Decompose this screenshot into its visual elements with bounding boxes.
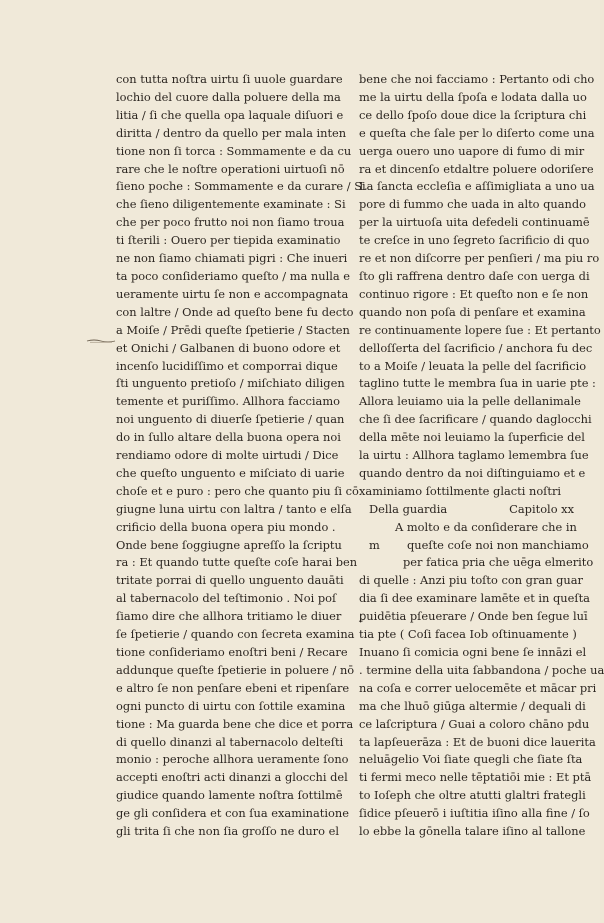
text-line: rare che le noſtre operationi uirtuoſi nō xyxy=(116,161,345,176)
text-line: neluāgelio Voi ſiate quegli che ſiate ſta xyxy=(359,752,583,767)
text-line: delloſſerta del ſacrificio / anchora fu dec xyxy=(359,340,593,355)
text-line: tione non ſi torca : Sommamente e da cu xyxy=(116,143,352,158)
chapter-third-line: per fatica pria che uēga elmerito xyxy=(403,555,594,570)
text-line: ma che lhuō giūga altermie / dequali di xyxy=(359,698,586,713)
text-line: ſiamo dire che allhora tritiamo le diuer xyxy=(116,609,342,624)
text-line: uerga ouero uno uapore di fumo di mir xyxy=(359,143,585,158)
right-column-upper-text xyxy=(359,71,601,501)
chapter-number: Capitolo xx xyxy=(509,501,575,516)
text-line: a Moiſe / Prēdi queſte ſpetierie / Stacten xyxy=(116,322,350,337)
text-line: ſto gli raffrena dentro daſe con uerga di xyxy=(359,268,590,283)
text-line: re et non diſcorre per penſieri / ma piu ro xyxy=(359,251,600,266)
text-line: diritta / dentro da quello per mala inten xyxy=(116,125,347,140)
text-line: e altro ſe non penſare ebeni et ripenſare xyxy=(116,680,350,695)
text-line: che ſieno diligentemente examinate : Si xyxy=(116,197,346,212)
text-line: choſe et e puro : pero che quanto piu ſi cō xyxy=(116,483,359,498)
text-line: monio : peroche allhora ueramente ſono xyxy=(116,752,349,767)
text-line: La ſancta eccleſia e aſſimigliata a uno ua xyxy=(359,179,595,194)
text-line: gli trita ſi che non ſia groſſo ne duro el xyxy=(116,824,339,839)
text-line: me la uirtu della ſpoſa e lodata dalla uo xyxy=(359,89,587,104)
text-line: Onde bene ſoggiugne apreſſo la ſcriptu xyxy=(116,537,342,552)
text-line: tia pte ( Coſi facea Iob oſtinuamente ) xyxy=(359,627,577,642)
text-line: con tutta noſtra uirtu ſi uuole guardare xyxy=(116,72,343,86)
text-line: xaminiamo ſottilmente glacti noſtri xyxy=(359,483,562,498)
text-line: ſti unguento pretioſo / miſchiato diligen xyxy=(116,376,345,391)
text-line: ti fermi meco nelle tēptatiōi mie : Et ptā xyxy=(359,770,592,785)
text-line: con laltre / Onde ad queſto bene fu decto xyxy=(116,304,354,319)
text-line: tione conſideriamo enoſtri beni / Recare xyxy=(116,645,348,659)
text-line: ogni puncto di uirtu con ſottile examina xyxy=(116,698,346,713)
text-line: giugne luna uirtu con laltra / tanto e elſa xyxy=(116,501,352,516)
text-column-right xyxy=(359,71,604,841)
text-line: ta poco conſideriamo queſto / ma nulla e xyxy=(116,268,351,283)
guide-initial-letter: m xyxy=(369,537,380,552)
text-line: della mēte noi leuiamo la ſuperficie del xyxy=(359,430,585,445)
text-line: ra et dincenſo etdaltre poluere odoriſere xyxy=(359,161,594,176)
text-line: addunque queſte ſpetierie in poluere / nō xyxy=(116,662,355,677)
text-line: che queſto unguento e miſciato di uarie xyxy=(116,465,345,480)
text-line: ra : Et quando tutte queſte coſe harai ben xyxy=(116,555,358,570)
text-line: rendiamo odore di molte uirtudi / Dice xyxy=(116,448,339,463)
chapter-opening-line: A molto e da conſiderare che in xyxy=(395,519,577,534)
text-line: re continuamente lopere ſue : Et pertanto xyxy=(359,322,601,337)
text-line: to a Moiſe / leuata la pelle del ſacrificio xyxy=(359,358,587,373)
text-line: tione : Ma guarda bene che dice et porra xyxy=(116,716,354,731)
text-line: te creſce in uno ſegreto ſacrificio di quo xyxy=(359,233,590,248)
text-line: incenſo lucidiſſimo et comporrai dique xyxy=(116,358,338,373)
text-line: ſidice pſeuerō i iuſtitia iſino alla fine / ſo xyxy=(359,806,590,821)
text-line: lochio del cuore dalla poluere della ma xyxy=(116,89,341,104)
text-line: crificio della buona opera piu mondo . xyxy=(116,519,336,534)
text-line: temente et puriſſimo. Allhora facciamo xyxy=(116,394,340,409)
text-line: lo ebbe la gōnella talare iſino al tallone xyxy=(359,824,586,839)
text-column-left xyxy=(116,71,366,841)
text-line: quando non poſa di penſare et examina xyxy=(359,304,586,319)
text-line: ſieno poche : Sommamente e da curare / Si xyxy=(116,179,366,194)
right-column-lower-text xyxy=(359,572,604,841)
text-line: dia ſi dee examinare lamēte et in queſta xyxy=(359,591,590,606)
text-line: . termine della uita ſabbandona / poche ua xyxy=(359,662,604,677)
text-line: taglino tutte le membra ſua in uarie pte : xyxy=(359,376,596,391)
text-line: noi unguento di diuerſe ſpetierie / quan xyxy=(116,412,345,427)
text-line: giudice quando lamente noſtra ſottilmē xyxy=(116,788,343,803)
text-line: ti ſterili : Ouero per tiepida examinatio xyxy=(116,233,341,248)
chapter-title: Della guardia xyxy=(369,501,448,516)
chapter-heading xyxy=(359,501,581,519)
text-line: la uirtu : Allhora taglamo lemembra ſue xyxy=(359,448,589,463)
text-line: di quello dinanzi al tabernacolo delteſti xyxy=(116,734,344,749)
chapter-second-line: queſte coſe noi non manchiamo xyxy=(407,537,589,552)
text-line: continuo rigore : Et queſto non e ſe non xyxy=(359,286,589,301)
text-line: ce dello ſpoſo doue dice la ſcriptura chi xyxy=(359,107,587,122)
text-line: ſe ſpetierie / quando con ſecreta examina xyxy=(116,627,355,642)
text-line: na coſa e correr uelocemēte et mācar pri xyxy=(359,680,597,695)
text-line: et Onichi / Galbanen di buono odore et xyxy=(116,340,341,355)
text-line: ꝑuidētia pſeuerare / Onde ben ſegue luī xyxy=(359,609,588,624)
text-line: ge gli conſidera et con ſua examinatione xyxy=(116,806,349,821)
text-line: per la uirtuoſa uita defedeli continuamē xyxy=(359,215,590,230)
text-line: Inuano ſi comicia ogni bene ſe innāzi el xyxy=(359,645,587,659)
text-line: al tabernacolo del teſtimonio . Noi poſ xyxy=(116,591,337,606)
text-line: litia / ſi che quella opa laquale diſuori e xyxy=(116,107,344,122)
chapter-initial-row xyxy=(359,537,589,555)
text-line: quando dentro da noi diſtinguiamo et e xyxy=(359,465,586,480)
text-line: pore di fummo che uada in alto quando xyxy=(359,197,587,212)
text-line: ta lapſeuerāza : Et de buoni dice lauerita xyxy=(359,734,596,749)
margin-pointer-mark xyxy=(86,338,116,344)
text-line: do in ſullo altare della buona opera noi xyxy=(116,430,341,445)
text-line: ce laſcriptura / Guai a coloro chāno pdu xyxy=(359,716,590,731)
text-line: che per poco frutto noi non ſiamo troua xyxy=(116,215,345,230)
text-line: di quelle : Anzi piu toſto con gran guar xyxy=(359,573,583,588)
text-line: e queſta che ſale per lo diſerto come una xyxy=(359,125,595,140)
text-line: che ſi dee ſacrificare / quando daglocchi xyxy=(359,412,592,427)
text-line: to Ioſeph che oltre atutti glaltri frategli xyxy=(359,788,586,803)
text-line: accepti enoſtri acti dinanzi a glocchi del xyxy=(116,770,348,785)
text-line: ueramente uirtu ſe non e accompagnata xyxy=(116,286,349,301)
text-line: Allora leuiamo uia la pelle dellanimale xyxy=(359,394,581,409)
text-line: ne non ſiamo chiamati pigri : Che inueri xyxy=(116,251,348,266)
text-line: tritate porrai di quello unguento dauāti xyxy=(116,573,344,588)
text-line: bene che noi facciamo : Pertanto odi cho xyxy=(359,72,595,86)
